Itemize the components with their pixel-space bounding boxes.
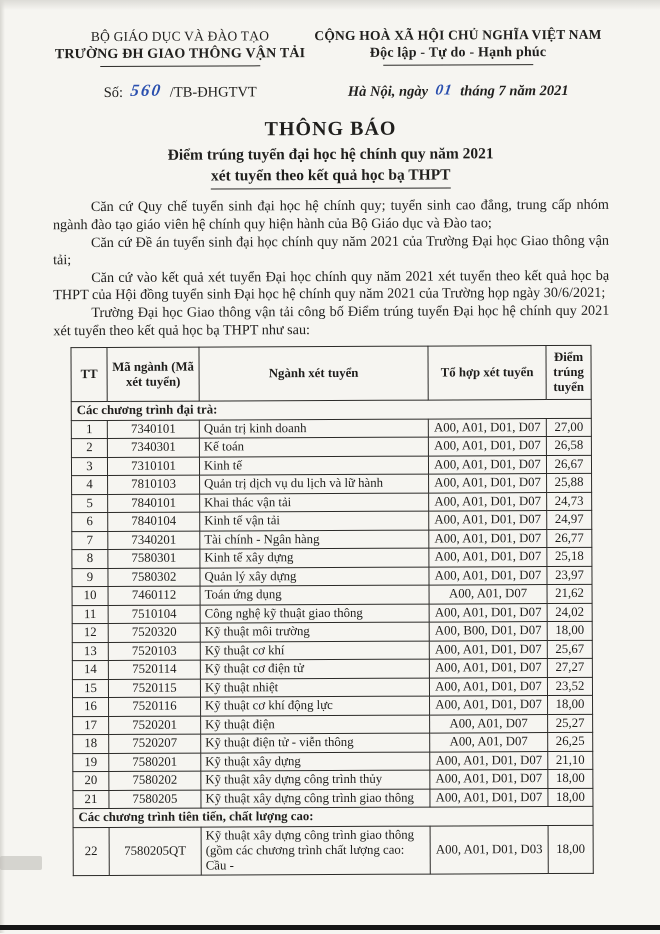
cell-major-code: 7520320 [108, 623, 200, 642]
cell-major-code: 7340101 [107, 420, 199, 439]
column-header: Tổ hợp xét tuyển [428, 346, 546, 401]
cell-major-name: Kỹ thuật xây dựng [201, 752, 430, 771]
cell-admission-score: 27,00 [546, 418, 591, 437]
cell-major-code: 7580205 [109, 790, 201, 809]
cell-major-name: Kinh tế xây dựng [200, 548, 429, 567]
cell-major-name: Kỹ thuật xây dựng công trình giao thông (gồm các chương trình chất lượng cao: Cầu - [201, 826, 430, 875]
paragraph: Trường Đại học Giao thông vận tải công bố Điểm trúng tuyển Đại học hệ chính quy 2021 xét tuyển theo kết quả học bạ THPT như sau: [53, 302, 610, 339]
cell-admission-score: 27,27 [547, 659, 592, 678]
table-row [72, 474, 592, 495]
body-paragraphs [53, 197, 610, 340]
cell-tt: 3 [71, 457, 107, 476]
cell-major-name: Kỹ thuật cơ khí động lực [201, 696, 430, 715]
paragraph: Căn cứ Đề án tuyển sinh đại học chính quy năm 2021 của Trường Đại học Giao thông vận tải; [53, 232, 610, 269]
cell-tt: 14 [72, 661, 108, 680]
cell-major-code: 7580302 [108, 568, 200, 587]
document-number [52, 81, 308, 102]
cell-subject-combination: A00, A01, D01, D07 [429, 659, 547, 678]
cell-subject-combination: A00, A01, D01, D07 [430, 770, 548, 789]
cell-admission-score: 25,18 [547, 548, 592, 567]
cell-major-code: 7460112 [108, 586, 200, 605]
cell-major-name: Toán ứng dụng [200, 585, 429, 604]
cell-major-code: 7340201 [108, 531, 200, 550]
cell-admission-score: 25,27 [548, 714, 593, 733]
table-head [71, 346, 591, 403]
cell-subject-combination: A00, A01, D01, D07 [430, 751, 548, 770]
cell-major-code: 7840104 [108, 512, 200, 531]
date-handwritten: 01 [434, 82, 454, 99]
cell-major-code: 7340301 [107, 438, 199, 457]
table-row [72, 529, 592, 550]
cell-tt: 15 [72, 679, 108, 698]
cell-tt: 1 [71, 420, 107, 439]
table-row [73, 825, 593, 876]
cell-major-code: 7510104 [108, 605, 200, 624]
cell-tt: 11 [72, 605, 108, 624]
cell-tt: 4 [72, 476, 108, 495]
table-row [71, 437, 591, 458]
cell-admission-score: 26,25 [548, 733, 593, 752]
cell-subject-combination: A00, A01, D01, D07 [429, 474, 547, 493]
cell-admission-score: 26,77 [547, 529, 592, 548]
cell-subject-combination: A00, A01, D01, D07 [429, 640, 547, 659]
cell-subject-combination: A00, B00, D01, D07 [429, 622, 547, 641]
cell-major-code: 7310101 [107, 457, 199, 476]
document-number-handwritten: 560 [129, 80, 164, 100]
cell-major-name: Tài chính - Ngân hàng [200, 530, 429, 549]
cell-major-name: Kỹ thuật cơ khí [200, 641, 429, 660]
date-line-part2: tháng 7 năm 2021 [460, 82, 569, 100]
header-underline-left [100, 65, 260, 67]
cell-admission-score: 18,00 [548, 825, 593, 873]
section-header-row [71, 400, 591, 421]
cell-tt: 16 [73, 698, 109, 717]
table-row [72, 640, 592, 661]
cell-major-code: 7580205QT [109, 827, 201, 876]
cell-admission-score: 21,62 [547, 585, 592, 604]
cell-tt: 2 [71, 439, 107, 458]
cell-tt: 6 [72, 513, 108, 532]
cell-major-code: 7840101 [108, 494, 200, 513]
cell-subject-combination: A00, A01, D07 [429, 585, 547, 604]
cell-admission-score: 26,67 [546, 455, 591, 474]
cell-major-name: Quản trị kinh doanh [199, 419, 428, 438]
cell-major-name: Quản lý xây dựng [200, 567, 429, 586]
table-row [73, 733, 593, 754]
section-header-row [73, 807, 593, 828]
document-meta-row [52, 80, 608, 102]
table-row [73, 751, 593, 772]
cell-admission-score: 26,58 [546, 437, 591, 456]
table-row [72, 677, 592, 698]
table-row [72, 585, 592, 606]
table-row [71, 455, 591, 476]
table-row [71, 418, 591, 439]
cell-admission-score: 18,00 [548, 788, 593, 807]
header-underline-right [383, 64, 533, 66]
cell-major-name: Kỹ thuật nhiệt [200, 678, 429, 697]
cell-major-name: Kế toán [199, 437, 428, 456]
table-header-row [71, 346, 591, 403]
national-heading [308, 27, 608, 66]
cell-major-code: 7520115 [108, 679, 200, 698]
table-row [72, 622, 592, 643]
cell-admission-score: 25,88 [547, 474, 592, 493]
table-body [71, 400, 593, 876]
cell-subject-combination: A00, A01, D01, D07 [429, 548, 547, 567]
column-header: Ngành xét tuyển [199, 346, 428, 401]
table-row [72, 492, 592, 513]
document-number-prefix: Số: [103, 84, 124, 101]
cell-major-code: 7580202 [109, 771, 201, 790]
cell-major-code: 7520114 [108, 660, 200, 679]
cell-tt: 21 [73, 790, 109, 809]
cell-tt: 8 [72, 550, 108, 569]
table-row [73, 770, 593, 791]
cell-major-name: Kinh tế [199, 456, 428, 475]
cell-tt: 19 [73, 753, 109, 772]
cell-major-name: Kỹ thuật điện tử - viễn thông [201, 733, 430, 752]
cell-major-name: Kỹ thuật điện [201, 715, 430, 734]
cell-major-name: Quản trị dịch vụ du lịch và lữ hành [200, 474, 429, 493]
cell-major-code: 7520103 [108, 642, 200, 661]
cell-major-name: Kỹ thuật xây dựng công trình giao thông [201, 789, 430, 808]
paragraph: Căn cứ Quy chế tuyển sinh đại học hệ chính quy; tuyển sinh cao đẳng, trung cấp nhóm ngành đào tạo giáo viên hệ chính quy hiện hành của Bộ Giáo dục và Đào tao; [52, 197, 609, 234]
cell-major-name: Công nghệ kỹ thuật giao thông [200, 604, 429, 623]
table-row [72, 511, 592, 532]
cell-subject-combination: A00, A01, D01, D07 [429, 677, 547, 696]
cell-major-code: 7520116 [109, 697, 201, 716]
table-row [72, 659, 592, 680]
cell-admission-score: 18,00 [548, 696, 593, 715]
cell-major-name: Kinh tế vận tải [200, 511, 429, 530]
table-row [72, 603, 592, 624]
paragraph: Căn cứ vào kết quả xét tuyển Đại học chính quy năm 2021 xét tuyển theo kết quả học bạ THPT của Hội đồng tuyển sinh Đại học hệ chính quy năm 2021 của Trường họp ngày 30/6/2021; [53, 267, 610, 304]
cell-tt: 18 [73, 735, 109, 754]
column-header: TT [71, 348, 107, 402]
table-row [73, 788, 593, 809]
cell-admission-score: 18,00 [548, 770, 593, 789]
ministry-name: BỘ GIÁO DỤC VÀ ĐÀO TẠO [90, 28, 270, 45]
cell-subject-combination: A00, A01, D01, D03 [430, 825, 548, 874]
cell-tt: 12 [72, 624, 108, 643]
admission-scores-table [70, 345, 593, 876]
document-subtitle-line1: Điểm trúng tuyển đại học hệ chính quy năm 2021 [167, 145, 494, 164]
cell-admission-score: 23,97 [547, 566, 592, 585]
cell-tt: 7 [72, 531, 108, 550]
date-line-part1: Hà Nội, ngày [347, 83, 429, 100]
cell-major-code: 7520207 [109, 734, 201, 753]
cell-tt: 10 [72, 587, 108, 606]
cell-subject-combination: A00, A01, D01, D07 [429, 511, 547, 530]
table-row [72, 566, 592, 587]
cell-major-name: Kỹ thuật xây dựng công trình thủy [201, 770, 430, 789]
cell-tt: 5 [72, 494, 108, 513]
cell-admission-score: 21,10 [548, 751, 593, 770]
table-row [73, 714, 593, 735]
cell-subject-combination: A00, A01, D01, D07 [428, 418, 546, 437]
cell-subject-combination: A00, A01, D01, D07 [430, 696, 548, 715]
national-motto: Độc lập - Tự do - Hạnh phúc [369, 45, 547, 61]
scan-edge-bottom [0, 925, 660, 930]
cell-tt: 22 [73, 827, 109, 875]
cell-subject-combination: A00, A01, D01, D07 [428, 437, 546, 456]
cell-major-code: 7520201 [109, 716, 201, 735]
section-label: Các chương trình đại trà: [71, 400, 591, 421]
cell-admission-score: 24,97 [547, 511, 592, 530]
cell-major-name: Kỹ thuật cơ điện tử [200, 659, 429, 678]
cell-major-code: 7810103 [108, 475, 200, 494]
cell-admission-score: 24,02 [547, 603, 592, 622]
cell-subject-combination: A00, A01, D07 [430, 733, 548, 752]
table-row [72, 548, 592, 569]
cell-subject-combination: A00, A01, D01, D07 [430, 788, 548, 807]
cell-subject-combination: A00, A01, D01, D07 [429, 603, 547, 622]
document-header [52, 27, 608, 67]
cell-admission-score: 24,73 [547, 492, 592, 511]
cell-subject-combination: A00, A01, D01, D07 [429, 566, 547, 585]
cell-major-name: Khai thác vận tải [200, 493, 429, 512]
title-block [52, 117, 608, 191]
document-title: THÔNG BÁO [264, 117, 397, 141]
cell-admission-score: 23,52 [547, 677, 592, 696]
cell-major-name: Kỹ thuật môi trường [200, 622, 429, 641]
table-row [73, 696, 593, 717]
cell-subject-combination: A00, A01, D01, D07 [428, 455, 546, 474]
document-number-suffix: /TB-ĐHGTVT [169, 84, 257, 101]
cell-major-code: 7580301 [108, 549, 200, 568]
section-label: Các chương trình tiên tiến, chất lượng cao: [73, 807, 593, 828]
column-header: Điểm trúng tuyển [546, 346, 591, 400]
cell-tt: 17 [73, 716, 109, 735]
republic-name: CỘNG HOÀ XÃ HỘI CHỦ NGHĨA VIỆT NAM [314, 26, 602, 44]
university-name: TRƯỜNG ĐH GIAO THÔNG VẬN TẢI [54, 46, 306, 63]
cell-admission-score: 25,67 [547, 640, 592, 659]
cell-subject-combination: A00, A01, D01, D07 [429, 529, 547, 548]
cell-subject-combination: A00, A01, D01, D07 [429, 492, 547, 511]
cell-tt: 13 [72, 642, 108, 661]
cell-major-code: 7580201 [109, 753, 201, 772]
document-subtitle-line2: xét tuyển theo kết quả học bạ THPT [211, 166, 451, 190]
date-line [308, 83, 608, 101]
scan-artifact [0, 856, 42, 870]
cell-tt: 9 [72, 568, 108, 587]
cell-tt: 20 [73, 772, 109, 791]
column-header: Mã ngành (Mã xét tuyển) [107, 347, 199, 402]
cell-admission-score: 18,00 [547, 622, 592, 641]
issuing-authority [52, 28, 308, 67]
cell-subject-combination: A00, A01, D07 [430, 714, 548, 733]
